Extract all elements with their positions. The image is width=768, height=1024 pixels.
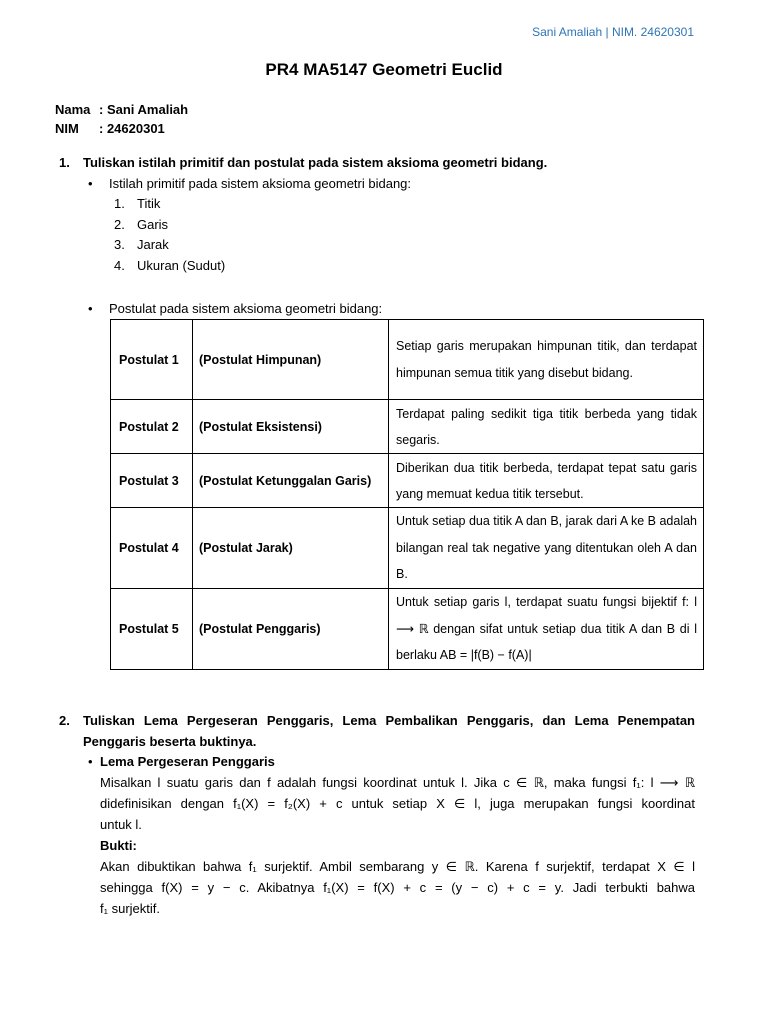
lemma-title: Lema Pergeseran Penggaris	[100, 754, 275, 769]
postulate-desc: Untuk setiap dua titik A dan B, jarak dari A ke B adalah bilangan real tak negative yang ditentukan oleh A dan B.	[389, 508, 704, 589]
lemma-line: didefinisikan dengan f₁(X) = f₂(X) + c untuk setiap X ∈ l, juga merupakan fungsi koordinat	[100, 796, 695, 811]
question-2-text-line1: Tuliskan Lema Pergeseran Penggaris, Lema Pembalikan Penggaris, dan Lema Penempatan	[83, 713, 695, 728]
question-1-number: 1.	[59, 155, 70, 170]
postulate-id: Postulat 2	[111, 400, 193, 454]
postulate-desc: Terdapat paling sedikit tiga titik berbeda yang tidak segaris.	[389, 400, 704, 454]
nim-label: NIM	[55, 121, 79, 136]
bullet-icon: •	[88, 754, 93, 769]
lemma-line: untuk l.	[100, 817, 142, 832]
nim-row	[55, 119, 188, 138]
table-row	[111, 589, 704, 670]
question-2	[59, 710, 695, 752]
lemma-heading	[88, 751, 275, 772]
name-row	[55, 100, 188, 119]
bullet-icon: •	[88, 301, 93, 316]
name-value: : Sani Amaliah	[99, 102, 189, 117]
lemma-line: Misalkan l suatu garis dan f adalah fungsi koordinat untuk l. Jika c ∈ ℝ, maka fungsi f₁: l ⟶ ℝ	[100, 775, 695, 790]
postulate-table	[110, 319, 704, 670]
primitive-heading	[88, 173, 411, 194]
postulate-heading-text: Postulat pada sistem aksioma geometri bidang:	[109, 301, 383, 316]
postulate-id: Postulat 5	[111, 589, 193, 670]
table-row	[111, 508, 704, 589]
list-item: 3. Jarak	[114, 237, 169, 253]
postulate-name: (Postulat Himpunan)	[193, 320, 389, 400]
postulate-heading	[88, 298, 382, 319]
postulate-id: Postulat 1	[111, 320, 193, 400]
question-2-text-line2: Penggaris beserta buktinya.	[83, 734, 257, 749]
lemma-body	[100, 772, 695, 919]
postulate-name: (Postulat Eksistensi)	[193, 400, 389, 454]
postulate-id: Postulat 3	[111, 454, 193, 508]
postulate-name: (Postulat Ketunggalan Garis)	[193, 454, 389, 508]
postulate-name: (Postulat Penggaris)	[193, 589, 389, 670]
postulate-name: (Postulat Jarak)	[193, 508, 389, 589]
question-1-text: Tuliskan istilah primitif dan postulat pada sistem aksioma geometri bidang.	[83, 155, 548, 170]
postulate-desc: Setiap garis merupakan himpunan titik, dan terdapat himpunan semua titik yang disebut bidang.	[389, 320, 704, 400]
table-row	[111, 320, 704, 400]
nim-value: : 24620301	[99, 121, 165, 136]
list-item: 4. Ukuran (Sudut)	[114, 257, 226, 273]
postulate-desc: Untuk setiap garis l, terdapat suatu fungsi bijektif f: l ⟶ ℝ dengan sifat untuk setiap dua titik A dan B di l berlaku AB = |f(B) − f(A)|	[389, 589, 704, 670]
table-row	[111, 400, 704, 454]
table-row	[111, 454, 704, 508]
postulate-id: Postulat 4	[111, 508, 193, 589]
primitive-heading-text: Istilah primitif pada sistem aksioma geometri bidang:	[109, 176, 412, 191]
list-item: 1. Titik	[114, 196, 161, 211]
proof-line: Akan dibuktikan bahwa f₁ surjektif. Ambil sembarang y ∈ ℝ. Karena f surjektif, terdapat X ∈ l	[100, 859, 695, 874]
postulate-desc: Diberikan dua titik berbeda, terdapat tepat satu garis yang memuat kedua titik tersebut.	[389, 454, 704, 508]
proof-line: sehingga f(X) = y − c. Akibatnya f₁(X) = f(X) + c = (y − c) + c = y. Jadi terbukti bahwa	[100, 880, 695, 895]
question-2-number: 2.	[59, 713, 70, 728]
proof-line: f₁ surjektif.	[100, 901, 161, 916]
primitive-list	[114, 194, 225, 276]
identity-block	[55, 100, 188, 138]
page-title: PR4 MA5147 Geometri Euclid	[265, 60, 503, 79]
question-1	[59, 152, 547, 173]
bullet-icon: •	[88, 176, 93, 191]
proof-label: Bukti:	[100, 838, 137, 853]
name-label: Nama	[55, 102, 91, 117]
header-author-nim: Sani Amaliah | NIM. 24620301	[532, 25, 694, 39]
list-item: 2. Garis	[114, 216, 169, 232]
